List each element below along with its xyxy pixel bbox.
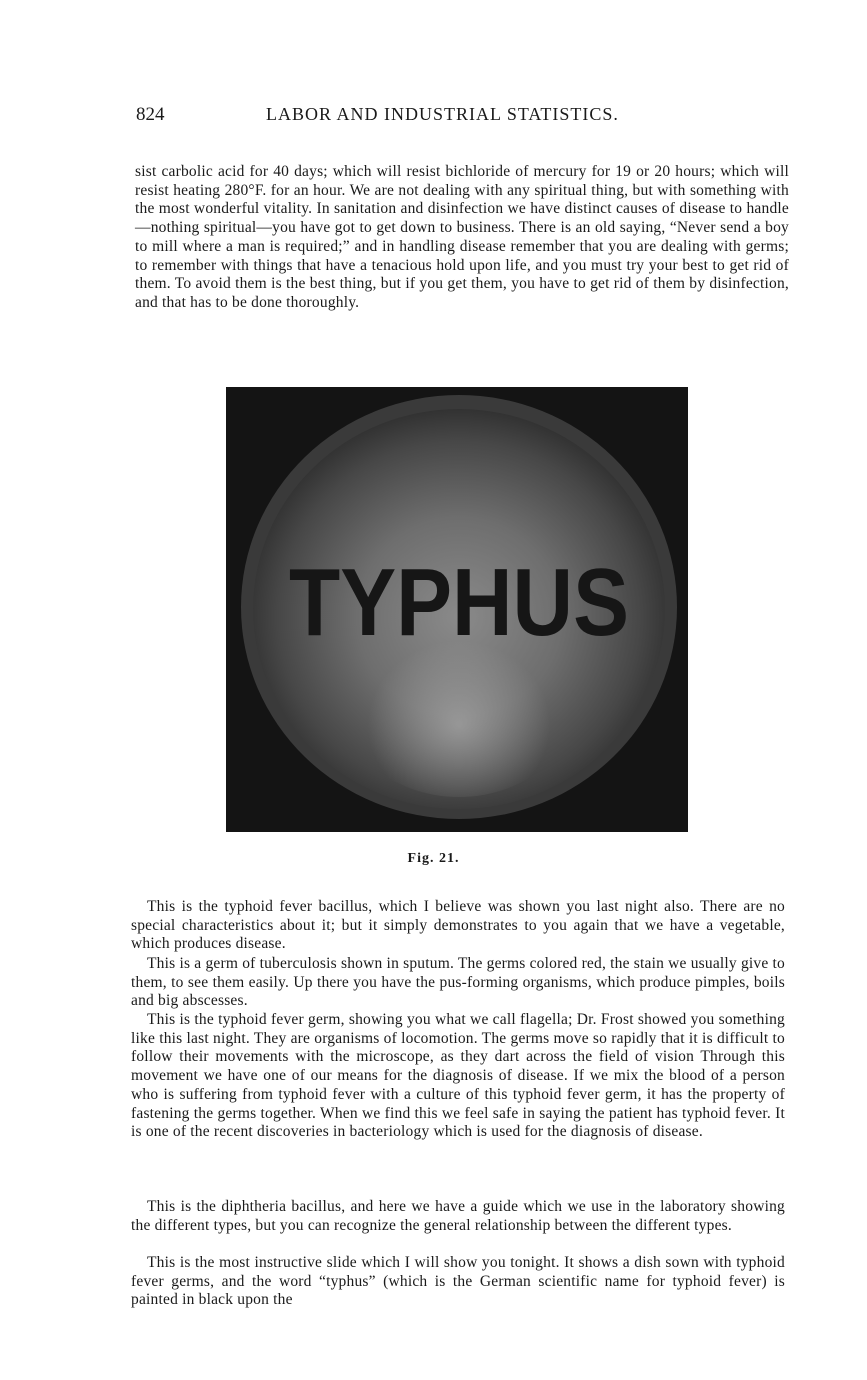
intro-paragraph: sist carbolic acid for 40 days; which will resist bichloride of mercury for 19 or 20 hours; which will resist heating 280°F. for an hour. We are not dealing with any spiritual thing, but with something with the most wonderful vitality. In sanitation and disinfection we have distinct causes of disease to handle —nothing spiritual—you have got to get down to business. There is an old saying, “Never send a boy to mill where a man is required;” and in handling disease remember that you are dealing with germs; to remember with things that have a tenacious hold upon life, and you must try your best to get rid of them. To avoid them is the best thing, but if you get them, you have to get rid of them by disinfection, and that has to be done thoroughly. xyxy=(135,163,789,311)
page-number: 824 xyxy=(136,104,165,125)
figure-typhus-dish xyxy=(226,387,688,832)
page-header xyxy=(136,104,776,128)
petri-dish-image xyxy=(226,387,688,832)
body-paragraph: This is a germ of tuberculosis shown in sputum. The germs colored red, the stain we usually give to them, to see them easily. Up there you have the pus-forming organisms, which produce pimples, boils and big abscesses. xyxy=(131,955,785,1010)
body-paragraph: This is the typhoid fever germ, showing you what we call flagella; Dr. Frost showed you something like this last night. They are organisms of locomotion. The germs move so rapidly that it is difficult to follow their movements with the microscope, as they dart across the field of vision Through this movement we have one of our means for the diagnosis of disease. If we mix the blood of a person who is suffering from typhoid fever with a culture of this typhoid fever germ, it has the property of fastening the germs together. When we find this we feel safe in saying the patient has typhoid fever. It is one of the recent discoveries in bacteriology which is used for the diagnosis of disease. xyxy=(131,1011,785,1141)
body-paragraph: This is the most instructive slide which I will show you tonight. It shows a dish sown with typhoid fever germs, and the word “typhus” (which is the German scientific name for typhoid fever) is painted in black upon the xyxy=(131,1254,785,1309)
figure-caption: Fig. 21. xyxy=(407,851,460,866)
running-title: LABOR AND INDUSTRIAL STATISTICS. xyxy=(266,104,619,124)
body-paragraph: This is the typhoid fever bacillus, which I believe was shown you last night also. There are no special characteristics about it; but it simply demonstrates to you again that we have a vegetable, which produces disease. xyxy=(131,898,785,953)
dish-label-text: TYPHUS xyxy=(289,549,629,656)
body-paragraph: This is the diphtheria bacillus, and here we have a guide which we use in the laboratory showing the different types, but you can recognize the general relationship between the different types. xyxy=(131,1198,785,1234)
